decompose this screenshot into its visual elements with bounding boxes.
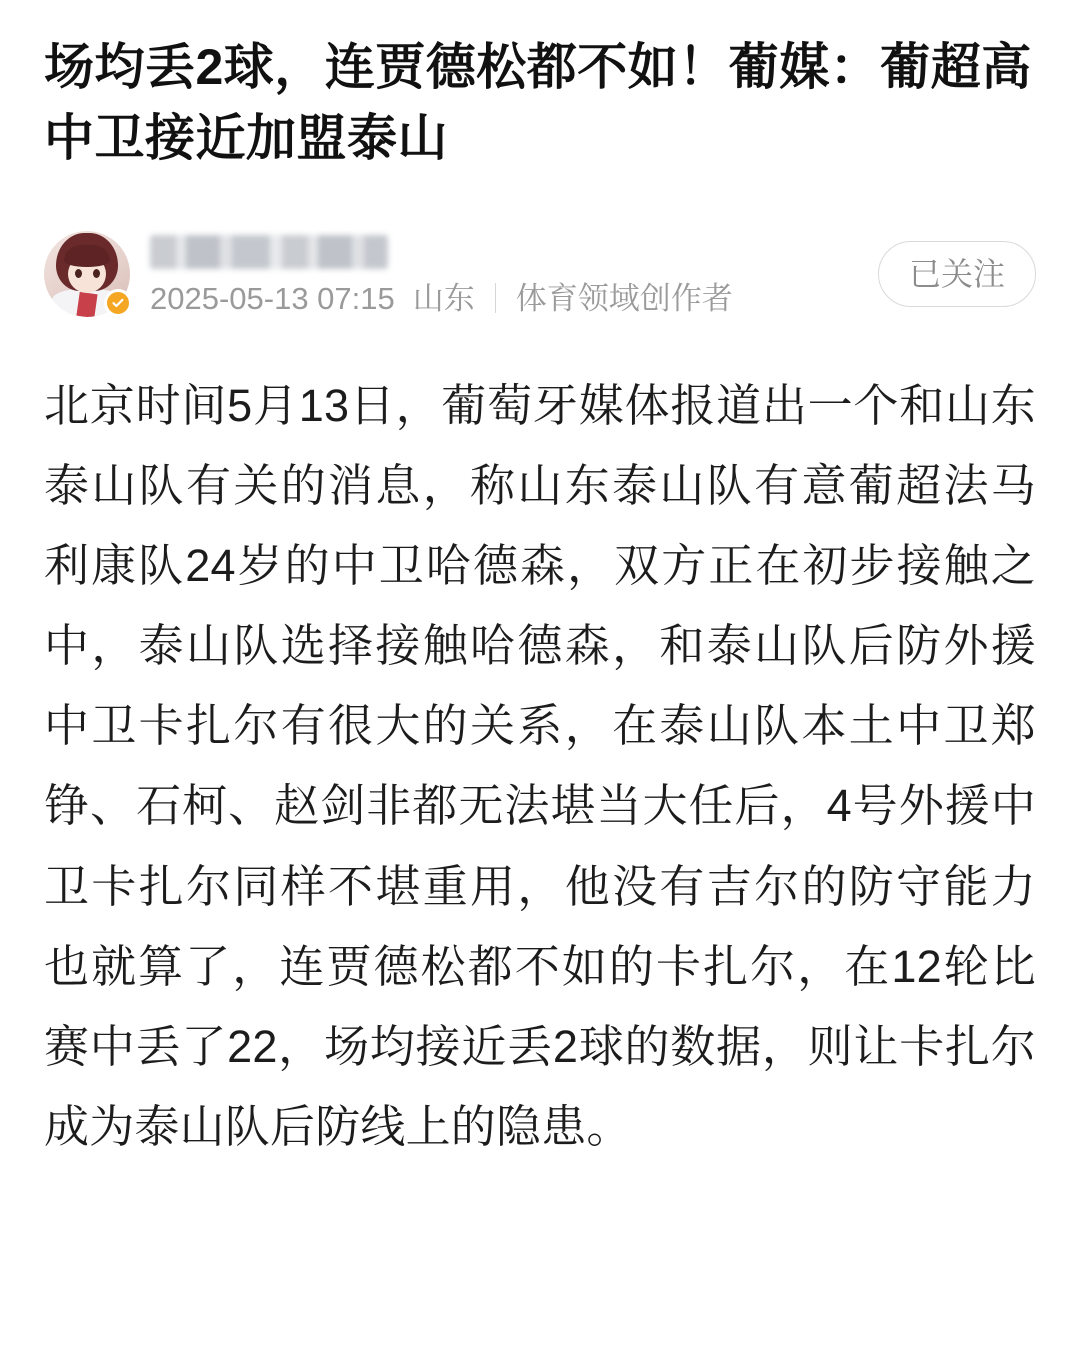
- meta-divider: [495, 283, 496, 313]
- author-info: [150, 235, 862, 314]
- author-meta-row: [44, 226, 1036, 322]
- creator-tag: 体育领域创作者: [515, 280, 733, 316]
- author-name[interactable]: [150, 235, 388, 269]
- verified-badge-icon: [104, 289, 132, 317]
- page-title: 场均丢2球，连贾德松都不如！葡媒：葡超高中卫接近加盟泰山: [44, 39, 1032, 166]
- publish-timestamp: 2025-05-13 07:15: [150, 280, 395, 316]
- follow-button[interactable]: 已关注: [878, 241, 1036, 307]
- avatar[interactable]: [44, 231, 130, 317]
- body-paragraph: 北京时间5月13日，葡萄牙媒体报道出一个和山东泰山队有关的消息，称山东泰山队有意葡超法马利康队24岁的中卫哈德森，双方正在初步接触之中，泰山队选择接触哈德森，和泰山队后防外援中卫卡扎尔有很大的关系，在泰山队本土中卫郑铮、石柯、赵剑非都无法堪当大任后，4号外援中卫卡扎尔同样不堪重用，他没有吉尔的防守能力也就算了，连贾德松都不如的卡扎尔，在12轮比赛中丢了22，场均接近丢2球的数据，则让卡扎尔成为泰山队后防线上的隐患。: [44, 380, 1036, 1152]
- article-meta: [150, 280, 862, 316]
- publish-location: 山东: [412, 280, 475, 316]
- article-body: [44, 366, 1036, 1167]
